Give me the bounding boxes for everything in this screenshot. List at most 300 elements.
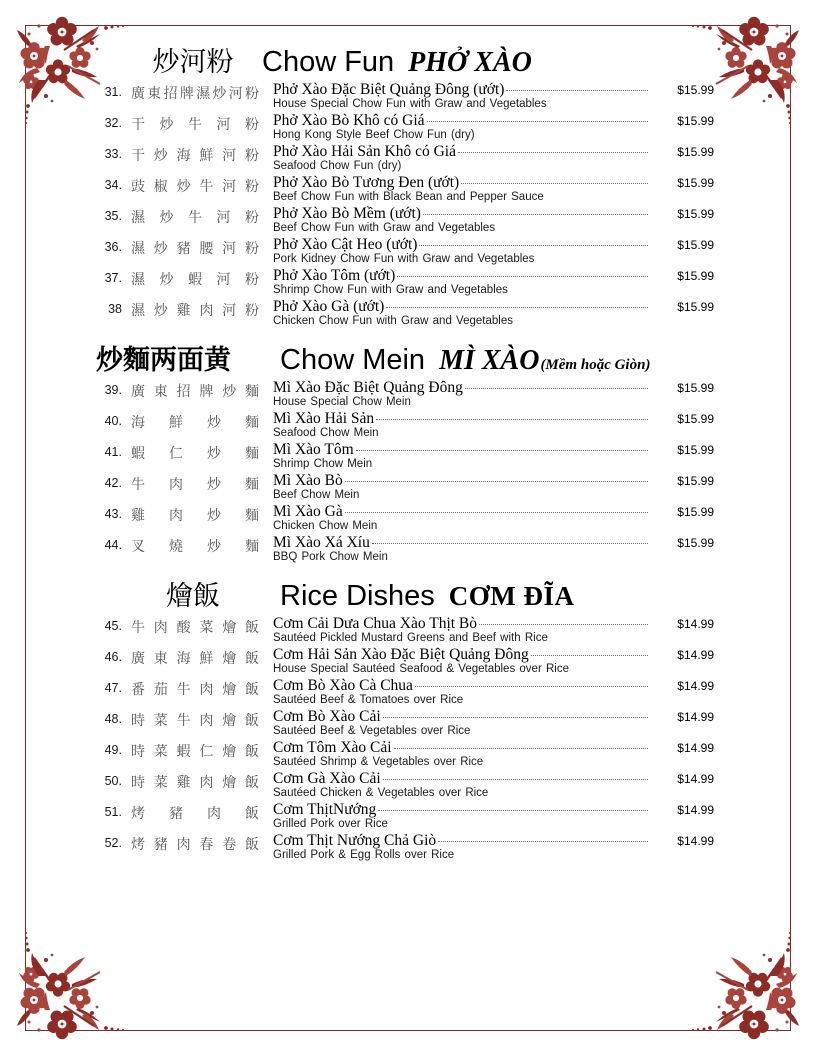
chinese-glyph: 燴 (222, 651, 237, 667)
section-spacer (96, 565, 714, 580)
menu-item (96, 534, 714, 563)
menu-item (96, 646, 714, 675)
chinese-glyph: 廣 (131, 384, 145, 400)
menu-item-chinese-name (131, 646, 259, 668)
floral-corner-ornament-bottom-right (690, 930, 810, 1050)
menu-item-description: Grilled Pork & Egg Rolls over Rice (273, 849, 455, 861)
menu-item-number: 34. (104, 178, 122, 192)
chinese-glyph: 蝦 (131, 446, 145, 462)
menu-item (96, 708, 714, 737)
menu-item-name-row (273, 410, 714, 428)
chinese-glyph: 牛 (131, 620, 145, 636)
dot-leader (461, 183, 648, 184)
chinese-glyph: 炒 (159, 210, 174, 226)
chinese-glyph: 海 (131, 415, 145, 431)
chinese-glyph: 炒 (212, 86, 227, 102)
chinese-glyph: 牛 (176, 713, 191, 729)
menu-item-body (273, 534, 714, 563)
menu-item-description: Sautéed Shrimp & Vegetables over Rice (273, 756, 484, 768)
menu-item-chinese-name (131, 410, 259, 432)
menu-item-body (273, 646, 714, 675)
chinese-glyph: 牛 (131, 477, 145, 493)
menu-item-name-row (273, 801, 714, 819)
menu-item-description: Sautéed Chicken & Vegetables over Rice (273, 787, 489, 799)
chinese-glyph: 牌 (199, 384, 214, 400)
chinese-glyph: 菜 (153, 775, 168, 791)
chinese-glyph: 炒 (222, 384, 237, 400)
menu-item-chinese-name (131, 503, 259, 525)
dot-leader (419, 245, 648, 246)
menu-item-vietnamese-name: Cơm Gà Xào Cải (273, 770, 381, 787)
chinese-glyph: 廣 (131, 651, 145, 667)
chinese-glyph: 麵 (245, 415, 259, 431)
floral-corner-ornament-bottom-left (6, 930, 126, 1050)
menu-item-chinese-name (131, 112, 259, 134)
section-heading-subtitle: (Mềm hoặc Giòn) (540, 357, 651, 373)
menu-item-number: 47. (104, 681, 122, 695)
chinese-glyph: 肉 (176, 837, 191, 853)
menu-item (96, 236, 714, 265)
menu-item-description: Chicken Chow Mein (273, 520, 378, 532)
menu-item (96, 441, 714, 470)
menu-section-chow-fun (96, 46, 714, 327)
menu-item-number: 45. (104, 619, 122, 633)
chinese-glyph: 濕 (131, 303, 145, 319)
chinese-glyph: 豬 (176, 241, 191, 257)
menu-item-chinese-name (131, 267, 259, 289)
chinese-glyph: 仁 (169, 446, 183, 462)
menu-item-body (273, 174, 714, 203)
chinese-glyph: 肉 (169, 508, 183, 524)
menu-item-body (273, 81, 714, 110)
section-heading-vietnamese: CƠM ĐĨA (448, 581, 575, 611)
menu-item-vietnamese-name: Cơm ThịtNướng (273, 801, 377, 818)
section-heading-english: Rice Dishes (280, 580, 435, 612)
chinese-glyph: 飯 (245, 806, 259, 822)
chinese-glyph: 肉 (153, 620, 168, 636)
chinese-glyph: 燒 (169, 539, 183, 555)
menu-item-name-row (273, 646, 714, 664)
menu-item (96, 615, 714, 644)
chinese-glyph: 菜 (199, 620, 214, 636)
menu-item-number: 31. (104, 85, 122, 99)
chinese-glyph: 粉 (245, 117, 259, 133)
menu-item (96, 739, 714, 768)
menu-item-vietnamese-name: Phở Xào Đặc Biệt Quảng Đông (ướt) (273, 81, 505, 98)
chinese-glyph: 豬 (153, 837, 168, 853)
menu-item (96, 205, 714, 234)
menu-item-number: 35. (104, 209, 122, 223)
section-heading-english: Chow Fun (262, 46, 395, 78)
dot-leader (378, 810, 648, 811)
chinese-glyph: 濕 (131, 210, 145, 226)
menu-item-body (273, 770, 714, 799)
menu-item-body (273, 739, 714, 768)
chinese-glyph: 酸 (176, 620, 191, 636)
chinese-glyph: 麵 (245, 508, 259, 524)
chinese-glyph: 肉 (207, 806, 221, 822)
menu-item-name-row (273, 503, 714, 521)
chinese-glyph: 麵 (245, 539, 259, 555)
chinese-glyph: 河 (222, 179, 237, 195)
chinese-glyph: 飯 (244, 837, 259, 853)
menu-item-description: Beef Chow Fun with Black Bean and Pepper Sauce (273, 191, 544, 203)
menu-item-description: Sautéed Beef & Vegetables over Rice (273, 725, 471, 737)
chinese-glyph: 海 (176, 651, 191, 667)
menu-item-vietnamese-name: Cơm Bò Xào Cà Chua (273, 677, 413, 694)
menu-item-description: Beef Chow Fun with Graw and Vegetables (273, 222, 496, 234)
chinese-glyph: 鮮 (199, 148, 214, 164)
dot-leader (531, 655, 648, 656)
menu-item-body (273, 503, 714, 532)
menu-item (96, 677, 714, 706)
menu-item-name-row (273, 81, 714, 99)
chinese-glyph: 牛 (188, 210, 202, 226)
menu-item-description: Sautéed Beef & Tomatoes over Rice (273, 694, 464, 706)
menu-item-body (273, 267, 714, 296)
chinese-glyph: 炒 (159, 117, 174, 133)
chinese-glyph: 炒 (153, 241, 168, 257)
chinese-glyph: 濕 (196, 86, 211, 102)
menu-item-vietnamese-name: Phở Xào Bò Khô có Giá (273, 112, 425, 129)
dot-leader (386, 307, 648, 308)
menu-item-price: $14.99 (677, 679, 714, 693)
menu-item-name-row (273, 770, 714, 788)
section-heading-chinese: 炒河粉 (152, 47, 234, 78)
menu-item-number: 46. (104, 650, 122, 664)
dot-leader (383, 717, 648, 718)
menu-item-price: $15.99 (677, 207, 714, 221)
chinese-glyph: 牛 (199, 179, 214, 195)
chinese-glyph: 粉 (244, 86, 259, 102)
chinese-glyph: 東 (153, 651, 168, 667)
menu-section-chow-mein (96, 344, 714, 563)
menu-item-name-row (273, 174, 714, 192)
menu-item (96, 410, 714, 439)
chinese-glyph: 雞 (131, 508, 145, 524)
menu-item-vietnamese-name: Mì Xào Gà (273, 503, 343, 520)
menu-item-description: Shrimp Chow Fun with Graw and Vegetables (273, 284, 508, 296)
menu-item-vietnamese-name: Cơm Thịt Nướng Chả Giò (273, 832, 437, 849)
menu-item-price: $15.99 (677, 114, 714, 128)
dot-leader (506, 90, 648, 91)
menu-item-chinese-name (131, 708, 259, 730)
menu-item-name-row (273, 205, 714, 223)
chinese-glyph: 燴 (222, 682, 237, 698)
menu-item-name-row (273, 832, 714, 850)
menu-item (96, 143, 714, 172)
menu-item-chinese-name (131, 298, 259, 320)
menu-item-chinese-name (131, 770, 259, 792)
chinese-glyph: 雞 (176, 775, 191, 791)
menu-item-price: $15.99 (677, 505, 714, 519)
menu-item-vietnamese-name: Phở Xào Tôm (ướt) (273, 267, 396, 284)
dot-leader (345, 512, 648, 513)
chinese-glyph: 麵 (244, 384, 259, 400)
chinese-glyph: 炒 (207, 477, 221, 493)
chinese-glyph: 飯 (244, 651, 259, 667)
chinese-glyph: 時 (131, 744, 145, 760)
chinese-glyph: 燴 (222, 775, 237, 791)
menu-item-vietnamese-name: Cơm Bò Xào Cải (273, 708, 381, 725)
menu-item-price: $15.99 (677, 443, 714, 457)
section-heading-chinese: 燴飯 (166, 581, 220, 612)
chinese-glyph: 河 (222, 148, 237, 164)
menu-item (96, 801, 714, 830)
chinese-glyph: 時 (131, 775, 145, 791)
menu-item (96, 81, 714, 110)
menu-item-number: 48. (104, 712, 122, 726)
menu-item-price: $15.99 (677, 145, 714, 159)
menu-item-name-row (273, 143, 714, 161)
chinese-glyph: 飯 (244, 620, 259, 636)
dot-leader (465, 388, 648, 389)
menu-item-body (273, 410, 714, 439)
menu-item-description: Grilled Pork over Rice (273, 818, 388, 830)
menu-item-price: $14.99 (677, 648, 714, 662)
chinese-glyph: 招 (176, 384, 191, 400)
menu-item-vietnamese-name: Mì Xào Bò (273, 472, 343, 489)
chinese-glyph: 河 (228, 86, 243, 102)
menu-item-name-row (273, 379, 714, 397)
menu-item-list (96, 379, 714, 563)
menu-item-description: Seafood Chow Mein (273, 427, 379, 439)
dot-leader (383, 779, 648, 780)
menu-item-number: 44. (104, 538, 122, 552)
menu-item-description: Shrimp Chow Mein (273, 458, 373, 470)
chinese-glyph: 河 (216, 272, 231, 288)
menu-item-chinese-name (131, 205, 259, 227)
menu-item (96, 298, 714, 327)
section-heading-rice-dishes (96, 580, 714, 613)
chinese-glyph: 叉 (131, 539, 145, 555)
menu-item-name-row (273, 534, 714, 552)
chinese-glyph: 炒 (207, 508, 221, 524)
menu-item (96, 174, 714, 203)
menu-item-list (96, 615, 714, 861)
menu-item-price: $15.99 (677, 269, 714, 283)
chinese-glyph: 牛 (188, 117, 202, 133)
menu-item-name-row (273, 298, 714, 316)
chinese-glyph: 豉 (131, 179, 145, 195)
menu-item-price: $14.99 (677, 617, 714, 631)
menu-item-price: $15.99 (677, 536, 714, 550)
menu-item-chinese-name (131, 615, 259, 637)
menu-item (96, 472, 714, 501)
chinese-glyph: 河 (216, 210, 231, 226)
menu-item-vietnamese-name: Mì Xào Xá Xíu (273, 534, 370, 551)
chinese-glyph: 菜 (153, 713, 168, 729)
menu-item-number: 39. (104, 383, 122, 397)
menu-item-name-row (273, 472, 714, 490)
chinese-glyph: 東 (147, 86, 162, 102)
menu-item-body (273, 205, 714, 234)
dot-leader (458, 152, 648, 153)
dot-leader (479, 624, 648, 625)
menu-item (96, 832, 714, 861)
chinese-glyph: 燴 (222, 620, 237, 636)
chinese-glyph: 肉 (199, 682, 214, 698)
chinese-glyph: 雞 (176, 303, 191, 319)
menu-item-number: 51. (104, 805, 122, 819)
menu-item-number: 40. (104, 414, 122, 428)
menu-item-vietnamese-name: Phở Xào Hải Sản Khô có Giá (273, 143, 456, 160)
menu-item-number: 33. (104, 147, 122, 161)
menu-item-price: $15.99 (677, 176, 714, 190)
menu-item-description: House Special Sautéed Seafood & Vegetables over Rice (273, 663, 569, 675)
menu-section-rice-dishes (96, 580, 714, 861)
chinese-glyph: 燴 (222, 744, 237, 760)
menu-item-name-row (273, 677, 714, 695)
menu-item-body (273, 298, 714, 327)
menu-item-body (273, 472, 714, 501)
menu-item-number: 37. (104, 271, 122, 285)
menu-item-vietnamese-name: Mì Xào Tôm (273, 441, 354, 458)
menu-item-description: Seafood Chow Fun (dry) (273, 160, 402, 172)
chinese-glyph: 麵 (245, 446, 259, 462)
chinese-glyph: 肉 (169, 477, 183, 493)
chinese-glyph: 炒 (153, 148, 168, 164)
chinese-glyph: 河 (222, 241, 237, 257)
chinese-glyph: 飯 (244, 744, 259, 760)
menu-item-price: $15.99 (677, 300, 714, 314)
chinese-glyph: 粉 (244, 303, 259, 319)
chinese-glyph: 番 (131, 682, 145, 698)
menu-item-name-row (273, 441, 714, 459)
menu-item-chinese-name (131, 441, 259, 463)
chinese-glyph: 肉 (199, 303, 214, 319)
menu-item-name-row (273, 739, 714, 757)
menu-item-body (273, 615, 714, 644)
menu-item-vietnamese-name: Mì Xào Hải Sản (273, 410, 375, 427)
menu-item-vietnamese-name: Cơm Tôm Xào Cải (273, 739, 392, 756)
menu-content (96, 46, 714, 863)
menu-item-body (273, 832, 714, 861)
chinese-glyph: 春 (199, 837, 214, 853)
menu-item-body (273, 112, 714, 141)
chinese-glyph: 烤 (131, 837, 145, 853)
chinese-glyph: 牛 (176, 682, 191, 698)
menu-item-vietnamese-name: Phở Xào Gà (ướt) (273, 298, 385, 315)
chinese-glyph: 肉 (199, 713, 214, 729)
menu-item-body (273, 708, 714, 737)
chinese-glyph: 腰 (199, 241, 214, 257)
menu-item-chinese-name (131, 472, 259, 494)
chinese-glyph: 河 (222, 303, 237, 319)
menu-item (96, 267, 714, 296)
menu-item-body (273, 379, 714, 408)
section-heading-chinese: 炒麵两面黄 (96, 345, 231, 376)
dot-leader (397, 276, 648, 277)
chinese-glyph: 蝦 (188, 272, 202, 288)
chinese-glyph: 濕 (131, 241, 145, 257)
menu-item-chinese-name (131, 739, 259, 761)
menu-item-list (96, 81, 714, 327)
menu-item-chinese-name (131, 677, 259, 699)
chinese-glyph: 炒 (207, 415, 221, 431)
dot-leader (356, 450, 648, 451)
chinese-glyph: 飯 (244, 775, 259, 791)
menu-item-description: BBQ Pork Chow Mein (273, 551, 388, 563)
menu-item-chinese-name (131, 236, 259, 258)
menu-item-name-row (273, 615, 714, 633)
menu-item-number: 52. (104, 836, 122, 850)
menu-item-chinese-name (131, 379, 259, 401)
menu-item-body (273, 236, 714, 265)
chinese-glyph: 干 (131, 117, 145, 133)
menu-item-description: Sautéed Pickled Mustard Greens and Beef with Rice (273, 632, 548, 644)
dot-leader (415, 686, 648, 687)
menu-item-price: $14.99 (677, 803, 714, 817)
menu-item-number: 38 (108, 302, 122, 316)
dot-leader (438, 841, 648, 842)
menu-item-description: Pork Kidney Chow Fun with Graw and Vegetables (273, 253, 535, 265)
chinese-glyph: 東 (153, 384, 168, 400)
menu-item-body (273, 441, 714, 470)
menu-item-chinese-name (131, 81, 259, 103)
dot-leader (345, 481, 648, 482)
menu-item-name-row (273, 708, 714, 726)
dot-leader (376, 419, 648, 420)
menu-item-price: $14.99 (677, 834, 714, 848)
menu-item-vietnamese-name: Phở Xào Bò Mềm (ướt) (273, 205, 421, 222)
menu-item-number: 42. (104, 476, 122, 490)
section-heading-english: Chow Mein (280, 344, 426, 376)
chinese-glyph: 粉 (245, 210, 259, 226)
section-heading-chow-fun (96, 46, 714, 79)
menu-item-vietnamese-name: Mì Xào Đặc Biệt Quảng Đông (273, 379, 463, 396)
menu-item-body (273, 143, 714, 172)
menu-item-vietnamese-name: Phở Xào Cật Heo (ướt) (273, 236, 418, 253)
chinese-glyph: 河 (216, 117, 231, 133)
chinese-glyph: 粉 (244, 179, 259, 195)
chinese-glyph: 飯 (244, 713, 259, 729)
menu-item-price: $15.99 (677, 83, 714, 97)
section-heading-vietnamese: MÌ XÀO (439, 345, 540, 376)
menu-item-chinese-name (131, 534, 259, 556)
menu-item-description: Chicken Chow Fun with Graw and Vegetables (273, 315, 513, 327)
menu-item-price: $14.99 (677, 710, 714, 724)
menu-item-description: Hong Kong Style Beef Chow Fun (dry) (273, 129, 475, 141)
chinese-glyph: 鮮 (169, 415, 183, 431)
menu-item-body (273, 677, 714, 706)
dot-leader (427, 121, 648, 122)
menu-item-price: $14.99 (677, 741, 714, 755)
menu-item (96, 379, 714, 408)
chinese-glyph: 豬 (169, 806, 183, 822)
menu-item-number: 32. (104, 116, 122, 130)
menu-item-name-row (273, 236, 714, 254)
chinese-glyph: 粉 (244, 241, 259, 257)
chinese-glyph: 時 (131, 713, 145, 729)
menu-item-price: $15.99 (677, 474, 714, 488)
chinese-glyph: 菜 (153, 744, 168, 760)
chinese-glyph: 鮮 (199, 651, 214, 667)
menu-item-description: Beef Chow Mein (273, 489, 360, 501)
menu-item-chinese-name (131, 832, 259, 854)
menu-item-number: 41. (104, 445, 122, 459)
menu-item-description: House Special Chow Fun with Graw and Vegetables (273, 98, 547, 110)
chinese-glyph: 燴 (222, 713, 237, 729)
menu-item-number: 50. (104, 774, 122, 788)
chinese-glyph: 炒 (207, 446, 221, 462)
menu-item-name-row (273, 112, 714, 130)
chinese-glyph: 肉 (199, 775, 214, 791)
chinese-glyph: 仁 (199, 744, 214, 760)
chinese-glyph: 卷 (222, 837, 237, 853)
menu-item-number: 36. (104, 240, 122, 254)
chinese-glyph: 粉 (245, 272, 259, 288)
